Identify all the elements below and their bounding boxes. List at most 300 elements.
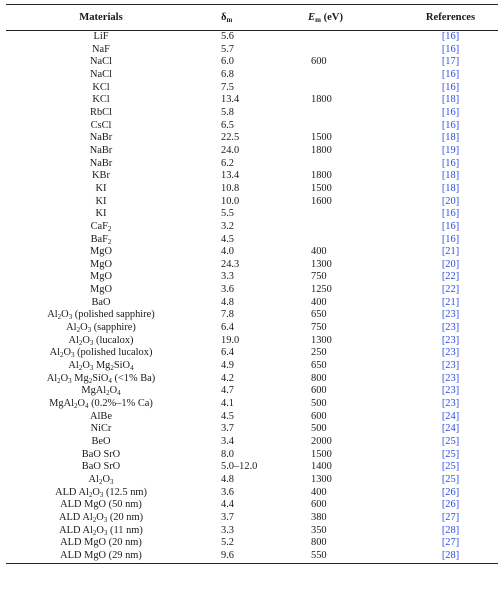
cell-e-m <box>296 82 403 95</box>
table-row <box>6 487 498 500</box>
cell-reference <box>403 499 498 512</box>
cell-delta-m: 6.2 <box>221 157 234 169</box>
material-text: CaF <box>90 220 108 232</box>
reference-link[interactable]: [23] <box>441 322 460 334</box>
cell-reference <box>403 461 498 474</box>
material-text: O <box>109 385 118 397</box>
cell-e-m: 650 <box>311 309 327 321</box>
cell-delta-m: 8.0 <box>221 448 234 460</box>
cell-e-m: 380 <box>311 511 327 523</box>
header-e-symbol: E <box>308 12 316 23</box>
material-subscript: 2 <box>92 515 97 524</box>
material-subscript: 2 <box>107 224 112 233</box>
reference-link[interactable]: [18] <box>441 132 460 144</box>
cell-reference <box>403 120 498 133</box>
material-subscript: 2 <box>88 490 93 499</box>
reference-link[interactable]: [16] <box>441 119 460 131</box>
header-delta-m <box>196 5 296 31</box>
header-references: References <box>425 12 476 23</box>
cell-material <box>6 347 196 360</box>
cell-material <box>6 145 196 158</box>
material-text: O <box>82 334 90 346</box>
material-text: MgO <box>90 284 112 296</box>
material-subscript: 3 <box>109 477 114 486</box>
cell-delta-m: 6.4 <box>221 347 234 359</box>
material-text: Al <box>47 309 58 321</box>
cell-material <box>6 360 196 373</box>
table-row <box>6 322 498 335</box>
reference-link[interactable]: [18] <box>441 94 460 106</box>
cell-material <box>6 525 196 538</box>
material-text: (lucalox) <box>93 334 134 346</box>
cell-delta-m: 4.8 <box>221 296 234 308</box>
material-text: O <box>96 511 104 523</box>
table-row <box>6 474 498 487</box>
table-row <box>6 120 498 133</box>
material-text: Mg <box>71 372 89 384</box>
cell-material <box>6 411 196 424</box>
cell-delta-m: 6.4 <box>221 322 234 334</box>
material-subscript: 3 <box>68 313 73 322</box>
material-text: (11 nm) <box>107 524 143 536</box>
cell-delta-m: 10.0 <box>221 195 240 207</box>
table-row <box>6 145 498 158</box>
cell-e-m: 750 <box>311 271 327 283</box>
material-subscript: 2 <box>57 376 61 385</box>
reference-link[interactable]: [16] <box>441 31 460 42</box>
material-text: KCl <box>92 81 110 93</box>
cell-reference <box>403 322 498 335</box>
cell-material <box>6 449 196 462</box>
material-text: BaO SrO <box>81 448 121 460</box>
cell-material <box>6 297 196 310</box>
reference-link[interactable]: [17] <box>441 56 460 68</box>
cell-material <box>6 120 196 133</box>
reference-link[interactable]: [18] <box>441 182 460 194</box>
material-subscript: 4 <box>108 376 112 385</box>
table-row <box>6 183 498 196</box>
cell-e-m: 500 <box>311 398 327 410</box>
reference-link[interactable]: [22] <box>441 271 460 283</box>
cell-reference <box>403 550 498 563</box>
reference-link[interactable]: [23] <box>441 334 460 346</box>
material-text: NaBr <box>89 157 113 169</box>
cell-reference <box>403 82 498 95</box>
cell-material <box>6 474 196 487</box>
cell-e-m: 650 <box>311 360 327 372</box>
cell-reference <box>403 360 498 373</box>
header-e-m <box>296 5 403 31</box>
reference-link[interactable]: [25] <box>441 448 460 460</box>
reference-link[interactable]: [16] <box>441 208 460 220</box>
cell-material <box>6 158 196 171</box>
cell-material <box>6 259 196 272</box>
reference-link[interactable]: [21] <box>441 246 460 258</box>
cell-delta-m: 4.8 <box>221 473 234 485</box>
cell-reference <box>403 158 498 171</box>
material-text: NaBr <box>89 144 113 156</box>
cell-reference <box>403 423 498 436</box>
cell-delta-m: 13.4 <box>221 94 240 106</box>
cell-reference <box>403 208 498 221</box>
cell-material <box>6 196 196 209</box>
reference-link[interactable]: [23] <box>441 385 460 397</box>
cell-reference <box>403 196 498 209</box>
material-subscript: 3 <box>87 326 92 335</box>
cell-material <box>6 69 196 82</box>
material-subscript: 3 <box>103 528 108 537</box>
header-e-subscript: m <box>315 16 321 24</box>
cell-material <box>6 284 196 297</box>
material-text: O <box>63 347 71 359</box>
material-text: NaCl <box>90 56 112 68</box>
material-text: Al <box>66 322 77 334</box>
cell-material <box>6 246 196 259</box>
reference-link[interactable]: [16] <box>441 220 460 232</box>
cell-material <box>6 44 196 57</box>
table-row <box>6 360 498 373</box>
cell-reference <box>403 347 498 360</box>
cell-delta-m: 9.6 <box>221 549 234 561</box>
cell-material <box>6 132 196 145</box>
table-row <box>6 234 498 247</box>
cell-e-m <box>296 158 403 171</box>
cell-delta-m: 6.0 <box>221 56 234 68</box>
cell-reference <box>403 271 498 284</box>
table-row <box>6 461 498 474</box>
material-text: ALD MgO (50 nm) <box>60 499 142 511</box>
table-row <box>6 550 498 563</box>
material-text: NaF <box>92 43 110 55</box>
cell-material <box>6 183 196 196</box>
material-subscript: 3 <box>103 515 108 524</box>
material-text: AlBe <box>90 410 112 422</box>
cell-delta-m: 7.5 <box>221 81 234 93</box>
cell-delta-m: 3.2 <box>221 220 234 232</box>
cell-reference <box>403 107 498 120</box>
material-subscript: 2 <box>59 351 64 360</box>
cell-material <box>6 56 196 69</box>
cell-e-m: 550 <box>311 549 327 561</box>
table-row <box>6 347 498 360</box>
cell-e-m: 1800 <box>311 170 332 182</box>
cell-delta-m: 5.5 <box>221 208 234 220</box>
table-row <box>6 132 498 145</box>
cell-material <box>6 94 196 107</box>
material-text: RbCl <box>90 106 112 118</box>
cell-e-m: 1300 <box>311 258 332 270</box>
reference-link[interactable]: [27] <box>441 537 460 549</box>
cell-e-m: 1500 <box>311 182 332 194</box>
cell-reference <box>403 537 498 550</box>
material-subscript: 3 <box>89 338 94 347</box>
material-text: O <box>92 486 100 498</box>
reference-link[interactable]: [26] <box>441 499 460 511</box>
reference-link[interactable]: [23] <box>441 309 460 321</box>
cell-delta-m: 3.6 <box>221 486 234 498</box>
table-row <box>6 31 498 44</box>
material-text: Al <box>68 334 79 346</box>
table-row <box>6 423 498 436</box>
material-subscript: 2 <box>57 313 62 322</box>
material-text: O <box>102 473 110 485</box>
cell-material <box>6 385 196 398</box>
cell-delta-m: 6.8 <box>221 68 234 80</box>
cell-reference <box>403 309 498 322</box>
reference-link[interactable]: [25] <box>441 436 460 447</box>
table-row <box>6 44 498 57</box>
cell-e-m <box>296 31 403 44</box>
cell-reference <box>403 449 498 462</box>
table-row <box>6 499 498 512</box>
cell-e-m: 350 <box>311 524 327 536</box>
material-text: KCl <box>92 94 110 106</box>
cell-delta-m: 5.0–12.0 <box>221 461 258 473</box>
reference-link[interactable]: [24] <box>441 410 460 422</box>
reference-link[interactable]: [25] <box>441 461 460 473</box>
reference-link[interactable]: [24] <box>441 423 460 435</box>
cell-delta-m: 4.7 <box>221 385 234 397</box>
material-text: NaBr <box>89 132 113 144</box>
cell-material <box>6 271 196 284</box>
cell-delta-m: 4.1 <box>221 398 234 410</box>
material-text: NaCl <box>90 68 112 80</box>
material-text: O <box>77 398 85 410</box>
reference-link[interactable]: [16] <box>441 81 460 93</box>
cell-e-m: 250 <box>311 347 327 359</box>
reference-link[interactable]: [27] <box>441 511 460 523</box>
cell-material <box>6 423 196 436</box>
cell-material <box>6 487 196 500</box>
cell-delta-m: 4.0 <box>221 246 234 258</box>
reference-link[interactable]: [23] <box>441 372 460 384</box>
material-text: SiO <box>92 372 109 384</box>
reference-link[interactable]: [22] <box>441 284 460 296</box>
table-row <box>6 373 498 386</box>
reference-link[interactable]: [25] <box>441 473 460 485</box>
cell-material <box>6 373 196 386</box>
cell-material <box>6 322 196 335</box>
material-text: O <box>82 360 90 372</box>
table-row <box>6 297 498 310</box>
reference-link[interactable]: [16] <box>441 68 460 80</box>
material-text: BaO SrO <box>81 461 121 473</box>
table-row <box>6 436 498 449</box>
table-row <box>6 335 498 348</box>
cell-delta-m: 13.4 <box>221 170 240 182</box>
material-subscript: 3 <box>71 351 75 360</box>
material-text: KI <box>95 182 107 194</box>
material-text: (polished lucalox) <box>74 347 153 359</box>
cell-material <box>6 170 196 183</box>
material-subscript: 4 <box>130 364 134 373</box>
table-row <box>6 158 498 171</box>
reference-link[interactable]: [16] <box>441 157 460 169</box>
table-row <box>6 398 498 411</box>
table-header <box>6 5 498 31</box>
reference-link[interactable]: [18] <box>441 170 460 182</box>
table-row <box>6 94 498 107</box>
material-text: Al <box>68 360 79 372</box>
cell-material <box>6 461 196 474</box>
cell-reference <box>403 145 498 158</box>
material-subscript: 4 <box>117 389 121 398</box>
cell-e-m <box>296 208 403 221</box>
cell-e-m: 400 <box>311 296 327 308</box>
cell-delta-m: 22.5 <box>221 132 240 144</box>
cell-material <box>6 31 196 44</box>
reference-link[interactable]: [28] <box>441 549 460 561</box>
cell-reference <box>403 385 498 398</box>
cell-reference <box>403 512 498 525</box>
reference-link[interactable]: [21] <box>441 296 460 308</box>
reference-link[interactable]: [28] <box>441 524 460 536</box>
cell-delta-m: 3.7 <box>221 511 234 523</box>
cell-delta-m: 5.7 <box>221 43 234 55</box>
cell-reference <box>403 525 498 538</box>
material-text: (0.2%–1% Ca) <box>88 398 153 410</box>
cell-delta-m: 24.0 <box>221 144 240 156</box>
cell-e-m <box>296 120 403 133</box>
cell-e-m: 1600 <box>311 195 332 207</box>
cell-reference <box>403 335 498 348</box>
material-subscript: 2 <box>73 402 78 411</box>
cell-material <box>6 550 196 563</box>
cell-e-m <box>296 221 403 234</box>
header-materials: Materials <box>79 12 123 23</box>
table-row <box>6 221 498 234</box>
table-row <box>6 170 498 183</box>
reference-link[interactable]: [19] <box>441 144 460 156</box>
material-subscript: 2 <box>98 477 103 486</box>
cell-e-m: 400 <box>311 246 327 258</box>
table-body <box>6 31 498 564</box>
material-subscript: 2 <box>110 364 114 373</box>
table-row <box>6 512 498 525</box>
cell-delta-m: 4.9 <box>221 360 234 372</box>
cell-delta-m: 6.5 <box>221 119 234 131</box>
cell-e-m: 1800 <box>311 144 332 156</box>
cell-e-m: 2000 <box>311 436 332 447</box>
table-row <box>6 82 498 95</box>
cell-material <box>6 512 196 525</box>
cell-delta-m: 10.8 <box>221 182 240 194</box>
cell-e-m: 600 <box>311 56 327 68</box>
material-text: MgO <box>90 246 112 258</box>
cell-material <box>6 107 196 120</box>
cell-material <box>6 499 196 512</box>
cell-reference <box>403 31 498 44</box>
materials-table <box>6 4 498 564</box>
reference-link[interactable]: [23] <box>441 347 460 359</box>
material-subscript: 3 <box>68 376 72 385</box>
cell-material <box>6 398 196 411</box>
cell-e-m <box>296 234 403 247</box>
reference-link[interactable]: [26] <box>441 486 460 498</box>
cell-delta-m: 24.3 <box>221 258 240 270</box>
cell-e-m: 1250 <box>311 284 332 296</box>
cell-reference <box>403 436 498 449</box>
cell-reference <box>403 44 498 57</box>
reference-link[interactable]: [20] <box>441 195 460 207</box>
cell-delta-m: 3.7 <box>221 423 234 435</box>
table-row <box>6 309 498 322</box>
cell-material <box>6 208 196 221</box>
cell-e-m <box>296 69 403 82</box>
cell-material <box>6 309 196 322</box>
cell-reference <box>403 183 498 196</box>
material-text: (<1% Ba) <box>111 372 156 384</box>
table-row <box>6 411 498 424</box>
cell-e-m: 1300 <box>311 334 332 346</box>
material-subscript: 2 <box>106 389 110 398</box>
cell-e-m: 1300 <box>311 473 332 485</box>
cell-delta-m: 4.5 <box>221 410 234 422</box>
cell-reference <box>403 132 498 145</box>
material-text: BaO <box>91 296 111 308</box>
cell-reference <box>403 246 498 259</box>
cell-delta-m: 3.4 <box>221 436 234 447</box>
reference-link[interactable]: [16] <box>441 106 460 118</box>
cell-material <box>6 335 196 348</box>
cell-e-m: 800 <box>311 372 327 384</box>
material-text: Mg <box>93 360 111 372</box>
cell-e-m: 1500 <box>311 448 332 460</box>
table-row <box>6 246 498 259</box>
cell-reference <box>403 487 498 500</box>
table-row <box>6 537 498 550</box>
material-subscript: 3 <box>89 364 94 373</box>
cell-e-m: 1400 <box>311 461 332 473</box>
material-subscript: 2 <box>78 364 83 373</box>
cell-reference <box>403 69 498 82</box>
reference-link[interactable]: [16] <box>441 43 460 55</box>
material-text: ALD Al <box>58 511 93 523</box>
cell-delta-m: 7.8 <box>221 309 234 321</box>
cell-e-m: 600 <box>311 499 327 511</box>
cell-material <box>6 537 196 550</box>
cell-reference <box>403 221 498 234</box>
material-text: (sapphire) <box>91 322 136 334</box>
cell-material <box>6 234 196 247</box>
cell-delta-m: 4.5 <box>221 233 234 245</box>
cell-reference <box>403 411 498 424</box>
material-text: O <box>96 524 104 536</box>
reference-link[interactable]: [23] <box>441 360 460 372</box>
cell-e-m: 800 <box>311 537 327 549</box>
cell-reference <box>403 398 498 411</box>
material-text: O <box>80 322 88 334</box>
material-subscript: 2 <box>78 338 83 347</box>
cell-delta-m: 5.6 <box>221 31 234 42</box>
cell-delta-m: 4.2 <box>221 372 234 384</box>
reference-link[interactable]: [16] <box>441 233 460 245</box>
reference-link[interactable]: [20] <box>441 258 460 270</box>
reference-link[interactable]: [23] <box>441 398 460 410</box>
cell-reference <box>403 234 498 247</box>
table-row <box>6 449 498 462</box>
material-text: ALD Al <box>59 524 93 536</box>
cell-reference <box>403 373 498 386</box>
cell-reference <box>403 259 498 272</box>
cell-reference <box>403 94 498 107</box>
cell-reference <box>403 474 498 487</box>
material-text: BeO <box>91 436 111 447</box>
cell-e-m: 750 <box>311 322 327 334</box>
material-text: BaF <box>90 233 108 245</box>
cell-delta-m: 3.6 <box>221 284 234 296</box>
material-subscript: 3 <box>99 490 104 499</box>
